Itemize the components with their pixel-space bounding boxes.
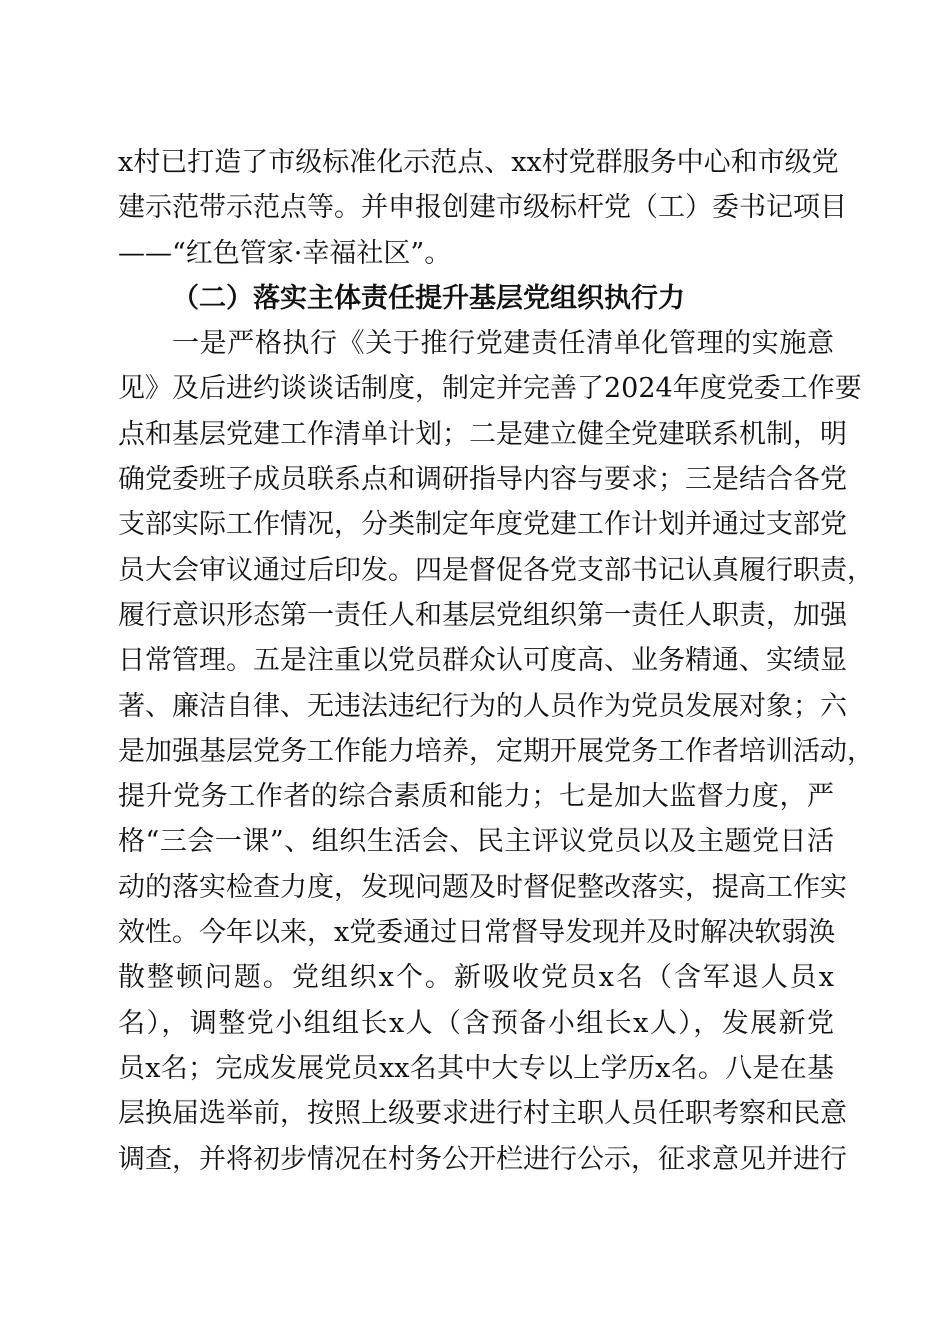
text-line: 日常管理。五是注重以党员群众认可度高、业务精通、实绩显	[118, 645, 847, 677]
section-heading: （二）落实主体责任提升基层党组织执行力	[172, 282, 685, 314]
text-line: 支部实际工作情况，分类制定年度党建工作计划并通过支部党	[118, 509, 847, 541]
text-line: 著、廉洁自律、无违法违纪行为的人员作为党员发展对象；六	[118, 690, 847, 722]
text-line: 提升党务工作者的综合素质和能力；七是加大监督力度，严	[118, 781, 834, 813]
text-line: x村已打造了市级标准化示范点、xx村党群服务中心和市级党	[118, 147, 839, 178]
text-line: 点和基层党建工作清单计划；二是建立健全党建联系机制，明	[118, 418, 847, 450]
text-line: 见》及后进约谈谈话制度，制定并完善了2024年度党委工作要	[118, 373, 862, 405]
text-line: 建示范带示范点等。并申报创建市级标杆党（工）委书记项目	[118, 192, 847, 224]
text-line: 调查，并将初步情况在村务公开栏进行公示，征求意见并进行	[118, 1143, 847, 1175]
text-line: 员x名；完成发展党员xx名其中大专以上学历x名。八是在基	[118, 1052, 834, 1084]
text-line: 是加强基层党务工作能力培养，定期开展党务工作者培训活动，	[118, 735, 874, 767]
body-text	[118, 140, 874, 1182]
paragraph-first-line: 一是严格执行《关于推行党建责任清单化管理的实施意	[172, 328, 834, 360]
text-line: 名），调整党小组组长x人（含预备小组长x人），发展新党	[118, 1007, 834, 1039]
text-line: 散整顿问题。党组织x个。新吸收党员x名（含军退人员x	[118, 962, 834, 994]
text-line: 履行意识形态第一责任人和基层党组织第一责任人职责，加强	[118, 599, 847, 631]
text-line: ——“红色管家·幸福社区”。	[118, 237, 452, 269]
text-line: 层换届选举前，按照上级要求进行村主职人员任职考察和民意	[118, 1098, 847, 1130]
text-line: 员大会审议通过后印发。四是督促各党支部书记认真履行职责，	[118, 554, 874, 586]
text-line: 确党委班子成员联系点和调研指导内容与要求；三是结合各党	[118, 464, 847, 496]
text-line: 动的落实检查力度，发现问题及时督促整改落实，提高工作实	[118, 871, 847, 903]
text-line: 效性。今年以来，x党委通过日常督导发现并及时解决软弱涣	[118, 917, 836, 949]
text-line: 格“三会一课”、组织生活会、民主评议党员以及主题党日活	[118, 826, 834, 858]
